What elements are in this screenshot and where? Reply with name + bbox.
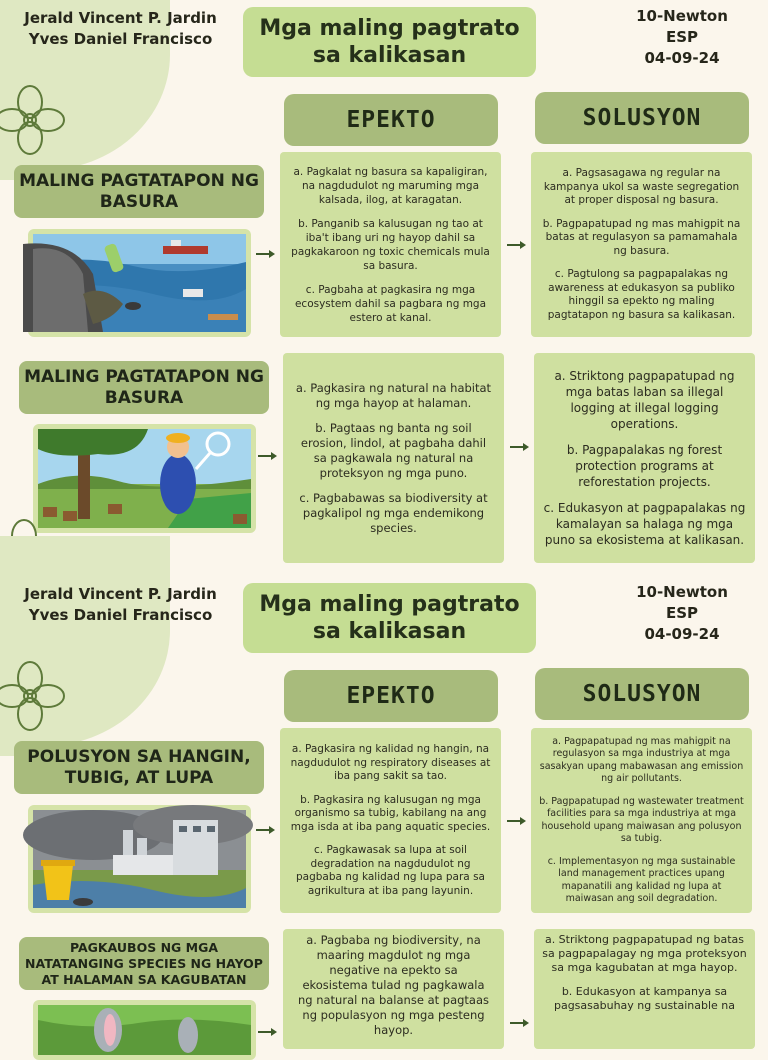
effect-item: c. Pagkawasak sa lupa at soil degradation na nagdudulot ng pagbaba ng kalidad ng lupa para sa agrikultura at iba pang layunin.	[296, 844, 485, 897]
effect-item: c. Pagbabawas sa biodiversity at pagkalipol ng mga endemikong species.	[299, 490, 488, 535]
authors	[8, 8, 233, 50]
flower-outline-icon	[0, 656, 60, 736]
pollution-pipe-image	[28, 229, 251, 337]
factory-pollution-image	[28, 805, 251, 913]
effect-card	[283, 929, 504, 1049]
solution-item: b. Edukasyon at kampanya sa pagsasabuhay ng sustainable na	[553, 985, 736, 1012]
effect-item: a. Pagkasira ng kalidad ng hangin, na nagdudulot ng respiratory diseases at iba pang sakit sa tao.	[290, 743, 491, 782]
solution-item: b. Pagpapatupad ng mas mahigpit na batas at regulasyon sa pamamahala ng basura.	[542, 217, 741, 257]
solution-item: c. Edukasyon at pagpapalakas ng kamalayan sa halaga ng mga puno sa ekosistema at kalikasan.	[543, 501, 746, 547]
arrow-right-icon	[510, 442, 530, 452]
arrow-right-icon	[258, 1027, 278, 1037]
solution-item: c. Implementasyon ng mga sustainable land management practices upang mapanatili ang kalidad ng lupa at maiwasan ang soil degradation.	[547, 855, 736, 904]
section-label: 10-Newton	[636, 583, 728, 601]
meta-info	[612, 6, 752, 69]
author-name: Jerald Vincent P. Jardin	[24, 585, 217, 603]
date-label: 04-09-24	[644, 625, 720, 643]
effect-column-header: EPEKTO	[284, 670, 498, 722]
arrow-right-icon	[507, 816, 527, 826]
arrow-right-icon	[256, 249, 276, 259]
effect-item: a. Pagkalat ng basura sa kapaligiran, na nagdudulot ng maruming mga kalsada, ilog, at karagatan.	[293, 165, 488, 206]
solution-item: a. Pagpapatupad ng mas mahigpit na regulasyon sa mga industriya at mga sasakyan upang mabawasan ang emission ng air pollutants.	[539, 735, 744, 784]
subject-label: ESP	[665, 604, 699, 622]
solution-item: a. Striktong pagpapatupad ng batas sa pagpapalagay ng mga proteksyon sa mga kagubatan at mga hayop.	[542, 933, 747, 974]
solution-column-header: SOLUSYON	[535, 92, 749, 144]
row-label: PAGKAUBOS NG MGA NATATANGING SPECIES NG HAYOP AT HALAMAN SA KAGUBATAN	[19, 937, 269, 990]
effect-item: c. Pagbaha at pagkasira ng mga ecosystem dahil sa pagbara ng mga estero at kanal.	[294, 283, 487, 324]
author-name: Jerald Vincent P. Jardin	[24, 9, 217, 27]
flower-outline-icon	[0, 80, 60, 160]
effect-card	[280, 728, 501, 913]
section-label: 10-Newton	[636, 7, 728, 25]
solution-card	[534, 929, 755, 1049]
arrow-right-icon	[258, 451, 278, 461]
subject-label: ESP	[665, 28, 699, 46]
effect-item: a. Pagkasira ng natural na habitat ng mga hayop at halaman.	[295, 380, 492, 410]
effect-item: b. Pagtaas ng banta ng soil erosion, lindol, at pagbaha dahil sa pagkawala ng natural na proteksyon ng mga puno.	[300, 420, 487, 480]
effect-item: b. Pagkasira ng kalusugan ng mga organismo sa tubig, kabilang na ang mga isda at iba pang aquatic species.	[290, 793, 491, 833]
solution-item: a. Striktong pagpapatupad ng mga batas laban sa illegal logging at illegal logging operations.	[554, 369, 735, 431]
row-label: POLUSYON SA HANGIN, TUBIG, AT LUPA	[14, 741, 264, 794]
row-label: MALING PAGTATAPON NG BASURA	[14, 165, 264, 218]
arrow-right-icon	[256, 825, 276, 835]
page-title: Mga maling pagtrato sa kalikasan	[243, 583, 536, 653]
authors	[8, 584, 233, 626]
effect-item: a. Pagbaba ng biodiversity, na maaring magdulot ng mga negative na epekto sa ekosistema tulad ng pagkawala ng natural na balanse at pagtaas ng populasyon ng mga pesteng hayop.	[297, 933, 490, 1037]
rabbit-cartoon-image	[33, 1000, 256, 1060]
solution-column-header: SOLUSYON	[535, 668, 749, 720]
solution-item: c. Pagtulong sa pagpapalakas ng awareness at edukasyon sa publiko hinggil sa epekto ng maling pagtatapon ng basura sa kalikasan.	[547, 268, 736, 321]
effect-column-header: EPEKTO	[284, 94, 498, 146]
effect-card	[280, 152, 501, 337]
solution-card	[531, 152, 752, 337]
page-title: Mga maling pagtrato sa kalikasan	[243, 7, 536, 77]
effect-card	[283, 353, 504, 563]
solution-card	[534, 353, 755, 563]
logging-cartoon-image	[33, 424, 256, 533]
effect-item: b. Panganib sa kalusugan ng tao at iba't ibang uri ng hayop dahil sa pagkakaroon ng toxic chemicals mula sa basura.	[291, 217, 490, 272]
page-2	[0, 576, 768, 1037]
solution-item: b. Pagpapatupad ng wastewater treatment facilities para sa mga industriya at mga household upang maiwasan ang polusyon sa tubig.	[539, 795, 744, 844]
author-name: Yves Daniel Francisco	[28, 606, 213, 624]
date-label: 04-09-24	[644, 49, 720, 67]
solution-item: a. Pagsasagawa ng regular na kampanya ukol sa waste segregation at proper disposal ng basura.	[543, 167, 740, 206]
row-label: MALING PAGTATAPON NG BASURA	[19, 361, 269, 414]
solution-card	[531, 728, 752, 913]
solution-item: b. Pagpapalakas ng forest protection programs at reforestation projects.	[566, 443, 723, 489]
arrow-right-icon	[510, 1018, 530, 1028]
meta-info	[612, 582, 752, 645]
author-name: Yves Daniel Francisco	[28, 30, 213, 48]
arrow-right-icon	[507, 240, 527, 250]
